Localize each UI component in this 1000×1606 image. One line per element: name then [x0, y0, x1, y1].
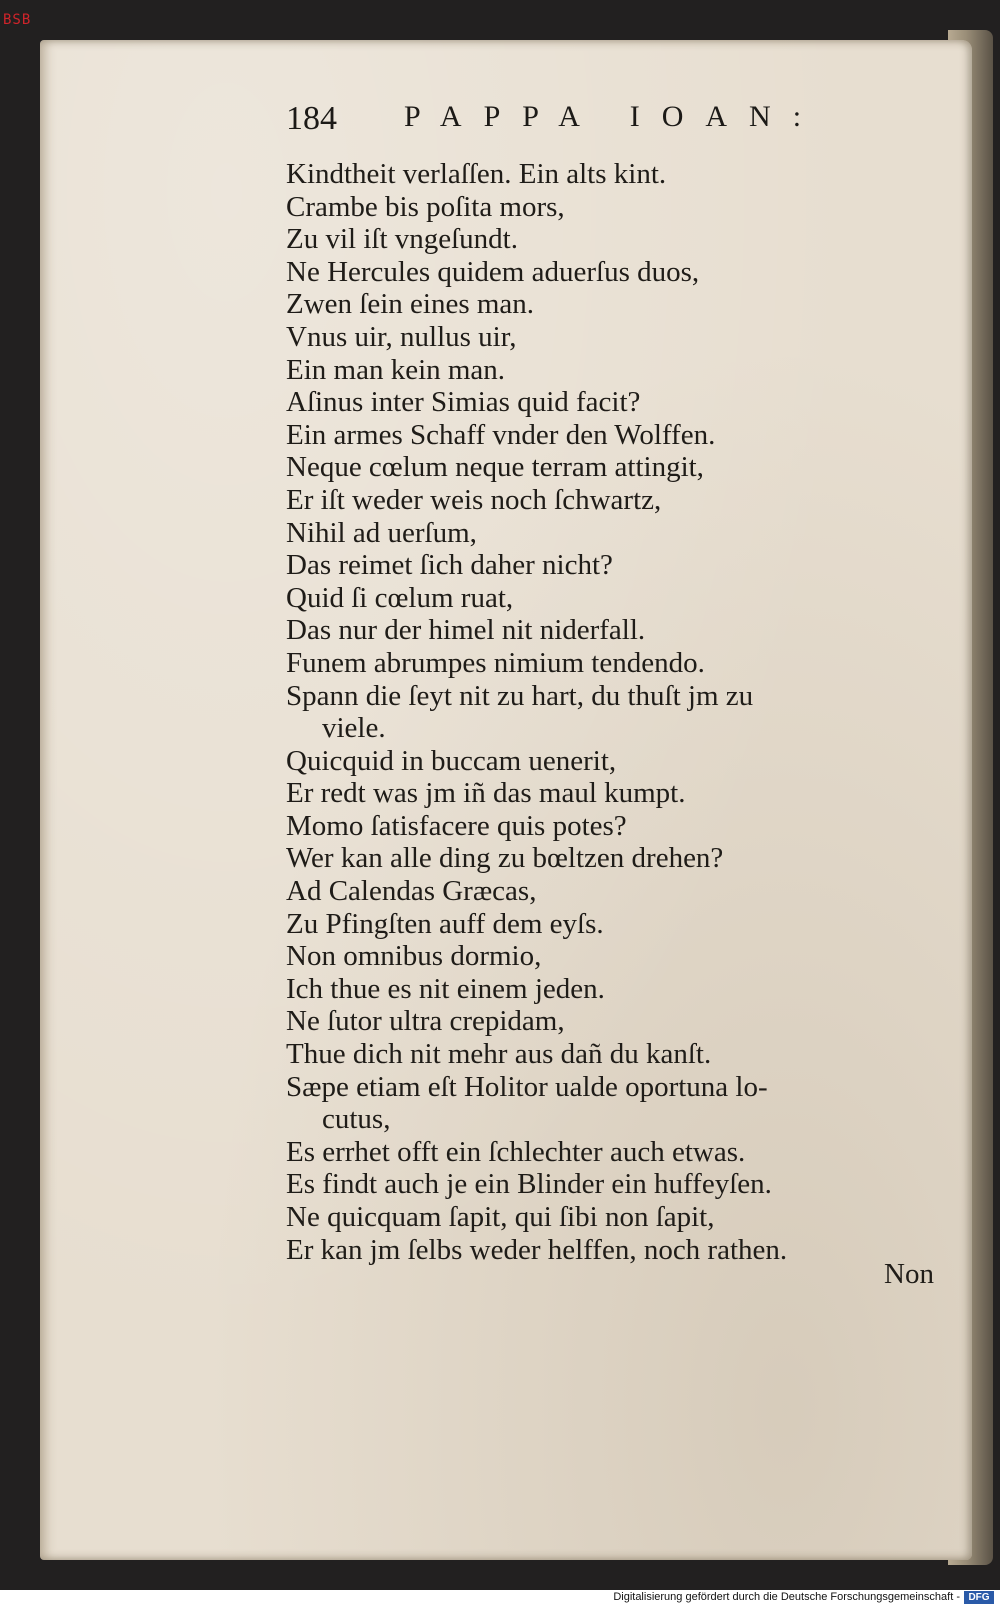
text-line: Kindtheit verlaſſen. Ein alts kint.	[286, 158, 667, 190]
text-line: Es errhet offt ein ſchlechter auch etwas.	[286, 1135, 746, 1168]
catchword: Non	[884, 1258, 934, 1290]
bsb-logo: BSB	[3, 12, 32, 28]
text-line: Thue dich nit mehr aus dañ du kanſt.	[286, 1038, 712, 1071]
text-line: Es findt auch je ein Blinder ein huffeyſen.	[286, 1168, 772, 1201]
dfg-logo: DFG	[964, 1591, 994, 1604]
text-line: Ne Hercules quidem aduerſus duos,	[286, 255, 700, 288]
text-line: Zwen ſein eines man.	[286, 288, 535, 321]
text-line: Momo ſatisfacere quis potes?	[286, 809, 627, 842]
text-line: Das reimet ſich daher nicht?	[286, 549, 613, 582]
text-line: Zu vil iſt vngeſundt.	[286, 223, 518, 256]
text-line: Zu Pfingſten auff dem eyſs.	[286, 907, 604, 940]
text-line: Er iſt weder weis noch ſchwartz,	[286, 483, 662, 516]
text-line: Er redt was jm iñ das maul kumpt.	[286, 777, 686, 810]
text-line: Vnus uir, nullus uir,	[286, 320, 517, 353]
text-line: Non omnibus dormio,	[286, 940, 542, 973]
text-line: Quicquid in buccam uenerit,	[286, 744, 617, 777]
text-line: Er kan jm ſelbs weder helffen, noch rathen.	[286, 1233, 788, 1266]
page-number: 184	[286, 100, 337, 137]
text-line: Crambe bis poſita mors,	[286, 190, 565, 223]
text-line: Nihil ad uerſum,	[286, 516, 477, 549]
footer-credit: Digitalisierung gefördert durch die Deutsche Forschungsgemeinschaft -	[613, 1591, 960, 1603]
text-line: Sæpe etiam eſt Holitor ualde oportuna lo-	[286, 1070, 768, 1103]
text-line: viele.	[322, 712, 386, 745]
text-line: Neque cœlum neque terram attingit,	[286, 451, 704, 484]
running-title: PAPPA IOAN:	[404, 100, 824, 133]
text-line: Das nur der himel nit niderfall.	[286, 614, 646, 647]
text-line: cutus,	[322, 1103, 391, 1136]
page-header	[286, 96, 856, 142]
text-line: Funem abrumpes nimium tendendo.	[286, 646, 705, 679]
text-line: Aſinus inter Simias quid facit?	[286, 386, 641, 419]
text-line: Ne ſutor ultra crepidam,	[286, 1005, 565, 1038]
text-line: Ein armes Schaff vnder den Wolffen.	[286, 418, 716, 451]
text-line: Ich thue es nit einem jeden.	[286, 972, 605, 1005]
text-line: Wer kan alle ding zu bœltzen drehen?	[286, 842, 724, 875]
text-line: Quid ſi cœlum ruat,	[286, 581, 514, 614]
text-line: Ad Calendas Græcas,	[286, 875, 537, 908]
text-block	[286, 158, 946, 1266]
text-line: Ein man kein man.	[286, 353, 506, 386]
text-line: Ne quicquam ſapit, qui ſibi non ſapit,	[286, 1201, 715, 1233]
text-line: Spann die ſeyt nit zu hart, du thuſt jm zu	[286, 679, 754, 712]
